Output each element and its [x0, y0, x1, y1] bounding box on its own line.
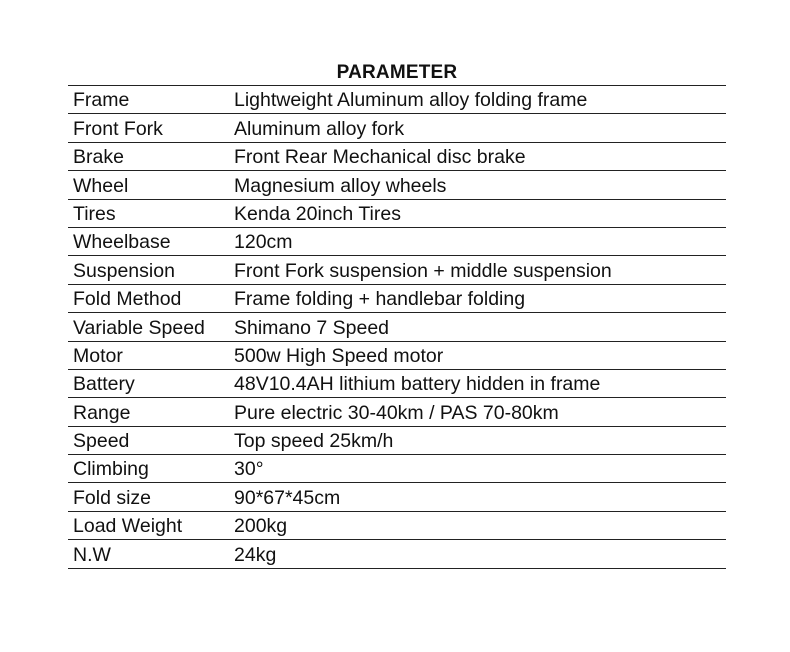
row-value: Top speed 25km/h: [234, 430, 394, 453]
row-value: Lightweight Aluminum alloy folding frame: [234, 89, 588, 112]
row-label: Wheelbase: [73, 231, 171, 254]
row-label: Fold Method: [73, 288, 182, 311]
row-value: 90*67*45cm: [234, 486, 341, 509]
row-value: Kenda 20inch Tires: [234, 202, 401, 225]
row-label: Battery: [73, 373, 135, 396]
table-row: [68, 256, 726, 284]
table-row: [68, 86, 726, 114]
table-row: [68, 228, 726, 256]
row-label: N.W: [73, 543, 111, 566]
row-label: Brake: [73, 146, 124, 169]
table-row: [68, 171, 726, 199]
row-value: Pure electric 30-40km / PAS 70-80km: [234, 401, 559, 424]
table-row: [68, 370, 726, 398]
row-value: Aluminum alloy fork: [234, 117, 405, 140]
table-row: [68, 200, 726, 228]
row-value: 200kg: [234, 515, 288, 538]
row-label: Range: [73, 401, 131, 424]
table-row: [68, 313, 726, 341]
table-row: [68, 455, 726, 483]
table-title: PARAMETER: [68, 60, 726, 86]
table-row: [68, 398, 726, 426]
row-label: Wheel: [73, 174, 129, 197]
row-label: Load Weight: [73, 515, 183, 538]
row-value: 120cm: [234, 231, 293, 254]
row-label: Suspension: [73, 259, 175, 282]
row-value: Shimano 7 Speed: [234, 316, 390, 339]
row-value: 500w High Speed motor: [234, 344, 444, 367]
row-value: 48V10.4AH lithium battery hidden in frame: [234, 373, 601, 396]
row-label: Front Fork: [73, 117, 163, 140]
table-row: [68, 143, 726, 171]
table-row: [68, 540, 726, 568]
parameter-table: [68, 60, 726, 569]
row-value: Front Rear Mechanical disc brake: [234, 146, 526, 169]
table-row: [68, 285, 726, 313]
table-row: [68, 342, 726, 370]
row-label: Tires: [73, 202, 116, 225]
row-value: Magnesium alloy wheels: [234, 174, 447, 197]
row-label: Fold size: [73, 486, 152, 509]
row-label: Motor: [73, 344, 123, 367]
table-row: [68, 427, 726, 455]
table-row: [68, 483, 726, 511]
table-row: [68, 512, 726, 540]
row-label: Variable Speed: [73, 316, 205, 339]
row-value: 30°: [234, 458, 264, 481]
row-value: Frame folding + handlebar folding: [234, 288, 526, 311]
row-label: Climbing: [73, 458, 149, 481]
table-row: [68, 114, 726, 142]
row-label: Frame: [73, 89, 130, 112]
row-value: Front Fork suspension + middle suspension: [234, 259, 612, 282]
row-label: Speed: [73, 430, 130, 453]
row-value: 24kg: [234, 543, 277, 566]
